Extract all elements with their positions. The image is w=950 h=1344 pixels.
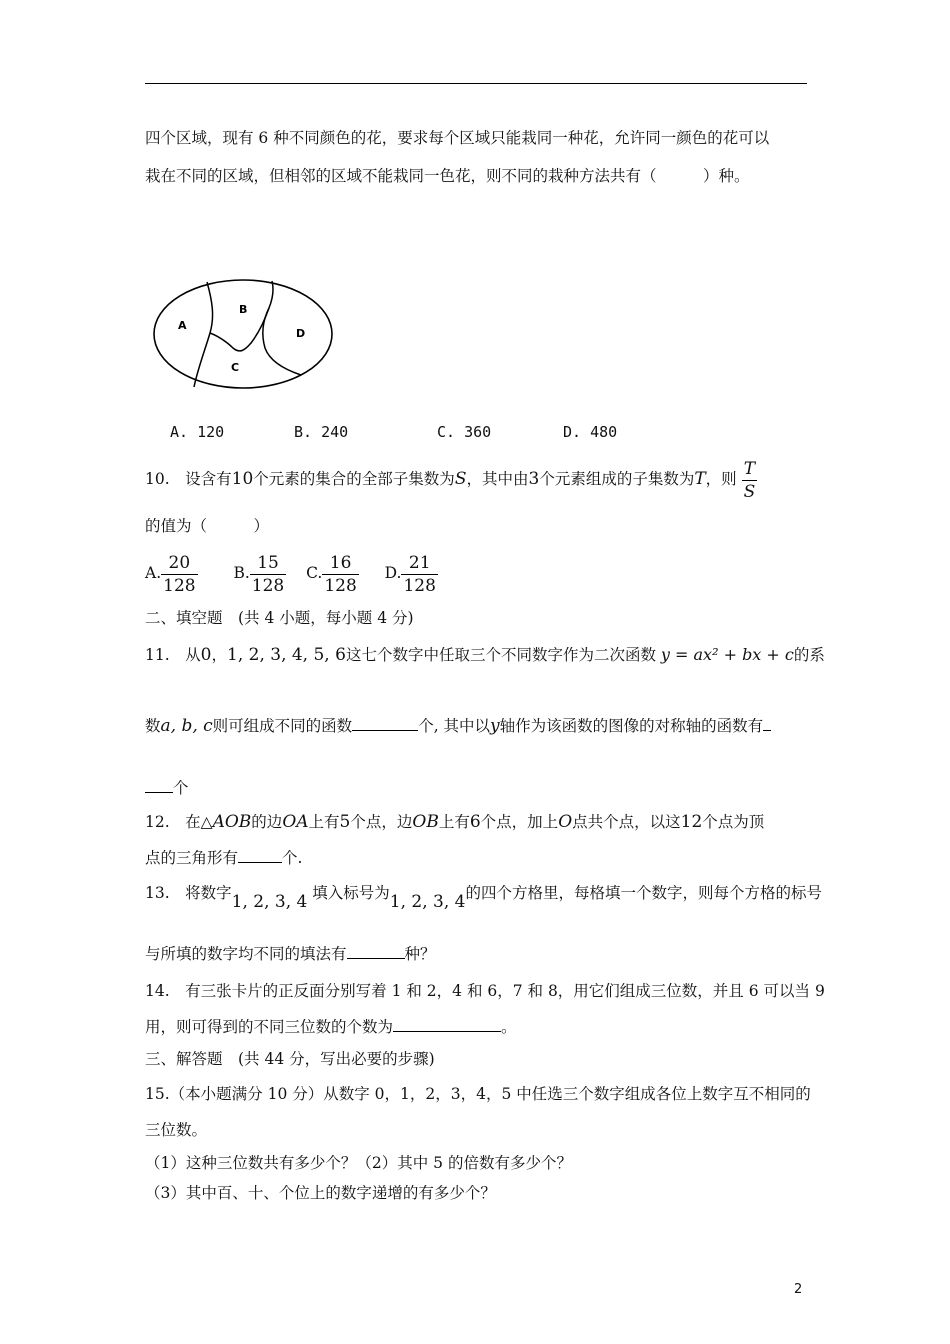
q12-text: 12. 在△ xyxy=(145,813,213,831)
q11-text: 则可组成不同的函数 xyxy=(212,717,353,735)
q10-set-t: T xyxy=(694,469,706,489)
q11-text: 的系 xyxy=(793,646,825,664)
q13-text: 的四个方格里，每格填一个数字，则每个方格的标号 xyxy=(465,884,822,902)
answer-blank[interactable] xyxy=(393,1017,501,1032)
q10-options xyxy=(145,549,438,597)
q11-coefficients: a, b, c xyxy=(160,716,213,736)
answer-blank[interactable] xyxy=(238,848,282,863)
q11-text: 11. 从 xyxy=(145,646,201,664)
q11-y-axis: y xyxy=(490,716,500,736)
answer-blank[interactable] xyxy=(145,778,173,793)
q11-text: 个 xyxy=(173,779,189,797)
region-map-diagram xyxy=(150,278,340,396)
q10-option-c-fraction: $\frac{16}{128}$ xyxy=(324,552,357,596)
q11-line3 xyxy=(145,778,189,798)
answer-blank[interactable] xyxy=(352,716,418,731)
q11-function: y = ax² + bx + c xyxy=(660,645,794,664)
q11-digits: 1, 2, 3, 4, 5, 6 xyxy=(227,645,346,665)
q10-option-a-label: A. xyxy=(145,564,162,582)
boundary-ab xyxy=(194,282,213,387)
q12-triangle: AOB xyxy=(212,812,252,832)
q10-set-s: S xyxy=(454,469,467,489)
q11-text: ， xyxy=(211,646,227,664)
q10-number: 3 xyxy=(528,469,540,489)
section-heading-solutions: 三、解答题 (共 44 分，写出必要的步骤) xyxy=(145,1050,435,1068)
q13-labels: 1, 2, 3, 4 xyxy=(389,892,466,912)
q12-number: 12 xyxy=(680,812,703,832)
q9-line1: 四个区域，现有 6 种不同颜色的花，要求每个区域只能栽同一种花，允许同一颜色的花可以 xyxy=(145,129,770,147)
q10-number: 10 xyxy=(231,469,254,489)
region-label-c: C xyxy=(231,361,240,374)
region-label-d: D xyxy=(296,327,306,340)
q10-option-d-label: D. xyxy=(384,564,402,582)
q12-text: 点的三角形有 xyxy=(145,849,239,867)
q11-line2 xyxy=(145,716,771,736)
q9-option-d: D. 480 xyxy=(563,423,618,441)
q12-number: 5 xyxy=(339,812,351,832)
page-number: 2 xyxy=(794,1282,803,1297)
q11-text: 个, 其中以 xyxy=(418,717,491,735)
q14-line2 xyxy=(145,1017,517,1037)
q10-text: ，则 xyxy=(705,470,737,488)
q12-line1 xyxy=(145,812,764,832)
q9-line2: 栽在不同的区域，但相邻的区域不能栽同一色花，则不同的栽种方法共有（ ）种。 xyxy=(145,167,750,185)
q12-text: 上有 xyxy=(438,813,470,831)
q10-line1 xyxy=(145,456,757,502)
answer-blank[interactable] xyxy=(763,716,771,731)
answer-blank[interactable] xyxy=(347,944,405,959)
q12-text: 点共个点，以这 xyxy=(572,813,681,831)
q10-text: 个元素的集合的全部子集数为 xyxy=(253,470,455,488)
section-heading-fill-in: 二、填空题 (共 4 小题，每小题 4 分) xyxy=(145,609,414,627)
q11-text: 数 xyxy=(145,717,161,735)
q12-number: 6 xyxy=(469,812,481,832)
q12-text: 上有 xyxy=(308,813,340,831)
q12-text: 个点，加上 xyxy=(480,813,559,831)
q10-text: 10. 设含有 xyxy=(145,470,232,488)
q12-line2 xyxy=(145,848,302,868)
region-label-a: A xyxy=(178,319,187,332)
q9-option-b: B. 240 xyxy=(294,423,349,441)
q10-option-d-fraction: $\frac{21}{128}$ xyxy=(403,552,436,596)
q15-line3: （1）这种三位数共有多少个？（2）其中 5 的倍数有多少个？ xyxy=(145,1154,572,1172)
q12-text: 的边 xyxy=(251,813,283,831)
q11-text: 轴作为该函数的图像的对称轴的函数有 xyxy=(499,717,764,735)
q11-digit-zero: 0 xyxy=(200,645,212,665)
q13-text: 种？ xyxy=(404,945,436,963)
q15-line1: 15.（本小题满分 10 分）从数字 0，1，2，3，4，5 中任选三个数字组成各位上数字互不相同的 xyxy=(145,1085,811,1103)
region-label-b: B xyxy=(239,303,248,316)
boundary-cd xyxy=(263,308,301,375)
q14-text: 。 xyxy=(501,1018,517,1036)
q12-side-oa: OA xyxy=(282,812,309,832)
region-map-ellipse xyxy=(154,280,332,388)
q14-text: 用，则可得到的不同三位数的个数为 xyxy=(145,1018,394,1036)
q13-digits: 1, 2, 3, 4 xyxy=(231,892,308,912)
q13-text: 与所填的数字均不同的填法有 xyxy=(145,945,347,963)
q12-point-o: O xyxy=(558,812,573,832)
q12-text: 个点为顶 xyxy=(702,813,765,831)
q9-option-a: A. 120 xyxy=(170,423,225,441)
q12-text: 个. xyxy=(282,849,303,867)
q10-option-b-label: B. xyxy=(233,564,250,582)
q12-text: 个点，边 xyxy=(350,813,413,831)
q12-side-ob: OB xyxy=(412,812,439,832)
q13-text: 13. 将数字 xyxy=(145,884,232,902)
q10-text: ，其中由 xyxy=(466,470,529,488)
q10-fraction-t-over-s: $\frac{T}{S}$ xyxy=(743,458,756,502)
q13-line2 xyxy=(145,944,436,964)
q10-option-a-fraction: $\frac{20}{128}$ xyxy=(163,552,196,596)
q11-text: 这七个数字中任取三个不同数字作为二次函数 xyxy=(345,646,656,664)
q11-line1 xyxy=(145,645,825,665)
q15-line2: 三位数。 xyxy=(145,1121,208,1139)
q10-option-b-fraction: $\frac{15}{128}$ xyxy=(251,552,285,596)
header-rule xyxy=(145,83,807,84)
q10-text: 个元素组成的子集数为 xyxy=(539,470,695,488)
q10-option-c-label: C. xyxy=(306,564,323,582)
q13-text: 填入标号为 xyxy=(312,884,390,902)
q15-line4: （3）其中百、十、个位上的数字递增的有多少个？ xyxy=(145,1184,496,1202)
q14-line1: 14. 有三张卡片的正反面分别写着 1 和 2，4 和 6，7 和 8，用它们组成三位数，并且 6 可以当 9 xyxy=(145,982,825,1000)
q9-option-c: C. 360 xyxy=(437,423,492,441)
q10-line2: 的值为（ ） xyxy=(145,517,270,535)
q13-line1 xyxy=(145,883,822,912)
